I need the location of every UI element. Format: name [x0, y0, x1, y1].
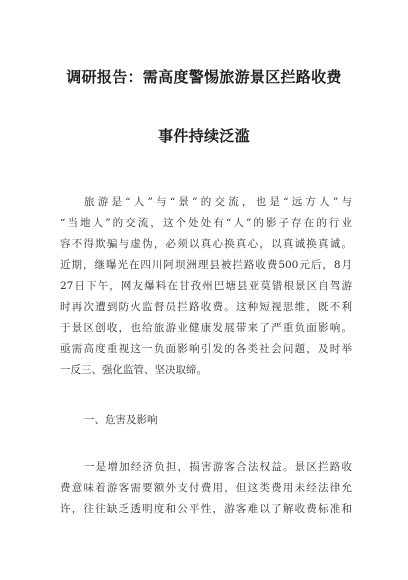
paragraph-1-line: 近期，继曝光在四川阿坝洲理县被拦路收费500元后，8月	[60, 259, 352, 271]
paragraph-1-line: 时再次遭到防火监督员拦路收费。这种短视思维，既不利	[60, 301, 352, 313]
paragraph-1-line: 亟需高度重视这一负面影响引发的各类社会问题，及时举	[60, 343, 352, 355]
paragraph-1-line: 一反三、强化监管、坚决取缔。	[60, 364, 207, 376]
paragraph-1-line: 27日下午，网友爆料在甘孜州巴塘县亚莫错根景区自驾游	[60, 280, 352, 292]
paragraph-2-line: 许，往往缺乏透明度和公平性，游客难以了解收费标准和	[60, 503, 352, 515]
paragraph-1-line: 容不得欺骗与虚伪，必须以真心换真心，以真诚换真诚。	[60, 238, 352, 250]
paragraph-2-line: 一是增加经济负担，损害游客合法权益。景区拦路收	[84, 461, 352, 473]
paragraph-1-line: “当地人”的交流，这个处处有“人”的影子存在的行业	[60, 217, 352, 229]
paragraph-1-line: 旅游是“人”与“景”的交流，也是“远方人”与	[84, 196, 352, 208]
paragraph-2-line: 费意味着游客需要额外支付费用，但这类费用未经法律允	[60, 482, 352, 494]
section-heading: 一、危害及影响	[84, 414, 158, 426]
document-title-line-2: 事件持续泛滥	[158, 127, 250, 145]
document-title-line-1: 调研报告：需高度警惕旅游景区拦路收费	[66, 68, 342, 86]
paragraph-1-line: 于景区创收，也给旅游业健康发展带来了严重负面影响。	[60, 322, 352, 334]
